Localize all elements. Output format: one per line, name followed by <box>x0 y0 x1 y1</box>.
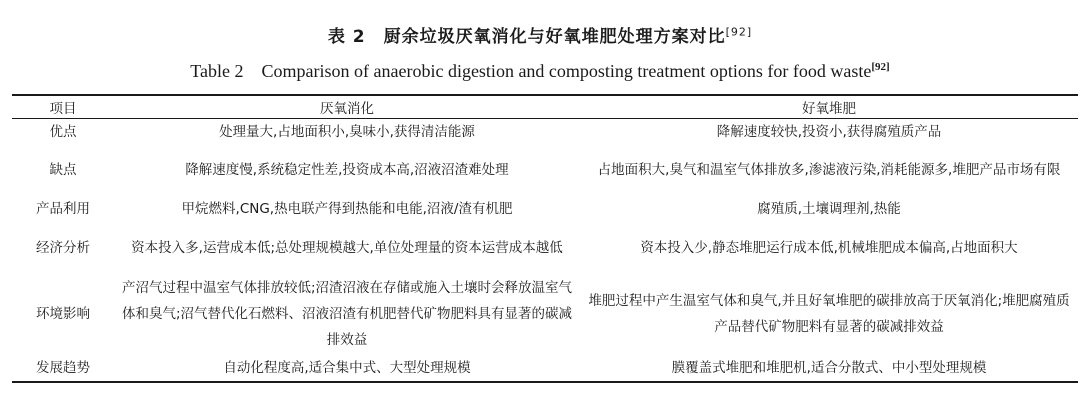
row-label-advantages: 优点 <box>49 124 77 140</box>
cell-anaerobic: 处理量大,占地面积小,臭味小,获得清洁能源 <box>219 124 475 140</box>
table-row <box>12 223 1078 273</box>
title-en-text: Table 2 Comparison of anaerobic digestion and composting treatment options for food waste <box>190 61 872 81</box>
cell-anaerobic: 降解速度慢,系统稳定性差,投资成本高,沼液沼渣难处理 <box>185 162 509 178</box>
cell-composting: 膜覆盖式堆肥和堆肥机,适合分散式、中小型处理规模 <box>671 360 987 376</box>
title-cn-text: 表 2 厨余垃圾厌氧消化与好氧堆肥处理方案对比 <box>327 27 726 47</box>
cell-anaerobic: 产沼气过程中温室气体排放较低;沼渣沼液在存储或施入土壤时会释放温室气体和臭气;沼气替代化石燃料、沼液沼渣有机肥替代矿物肥料具有显著的碳减排效益 <box>121 280 573 348</box>
table-row <box>12 119 1078 146</box>
row-label-economic-analysis: 经济分析 <box>36 240 90 256</box>
table-title-english <box>0 57 1080 83</box>
cell-composting: 腐殖质,土壤调理剂,热能 <box>757 201 901 217</box>
comparison-table <box>12 94 1078 383</box>
table-row <box>12 355 1078 382</box>
title-en-reference: [92] <box>871 61 890 73</box>
cell-composting: 资本投入少,静态堆肥运行成本低,机械堆肥成本偏高,占地面积大 <box>640 240 1018 256</box>
table-row <box>12 195 1078 223</box>
cell-anaerobic: 甲烷燃料,CNG,热电联产得到热能和电能,沼液/渣有机肥 <box>181 201 513 217</box>
title-cn-reference: [92] <box>725 25 753 39</box>
table-header-row <box>12 95 1078 119</box>
cell-anaerobic: 资本投入多,运营成本低;总处理规模越大,单位处理量的资本运营成本越低 <box>131 240 563 256</box>
cell-composting: 降解速度较快,投资小,获得腐殖质产品 <box>716 124 942 140</box>
header-anaerobic-digestion: 厌氧消化 <box>320 101 374 117</box>
row-label-environmental-impact: 环境影响 <box>36 306 90 322</box>
header-item: 项目 <box>49 101 77 117</box>
table-row <box>12 273 1078 355</box>
table-title-chinese <box>0 22 1080 47</box>
row-label-product-use: 产品利用 <box>36 201 90 217</box>
cell-composting: 堆肥过程中产生温室气体和臭气,并且好氧堆肥的碳排放高于厌氧消化;堆肥腐殖质产品替代矿物肥料有显著的碳减排效益 <box>588 293 1070 335</box>
cell-composting: 占地面积大,臭气和温室气体排放多,渗滤液污染,消耗能源多,堆肥产品市场有限 <box>597 162 1061 178</box>
row-label-disadvantages: 缺点 <box>49 162 77 178</box>
header-composting: 好氧堆肥 <box>802 101 856 117</box>
table-row <box>12 145 1078 195</box>
row-label-development-trend: 发展趋势 <box>36 360 90 376</box>
cell-anaerobic: 自动化程度高,适合集中式、大型处理规模 <box>223 360 471 376</box>
